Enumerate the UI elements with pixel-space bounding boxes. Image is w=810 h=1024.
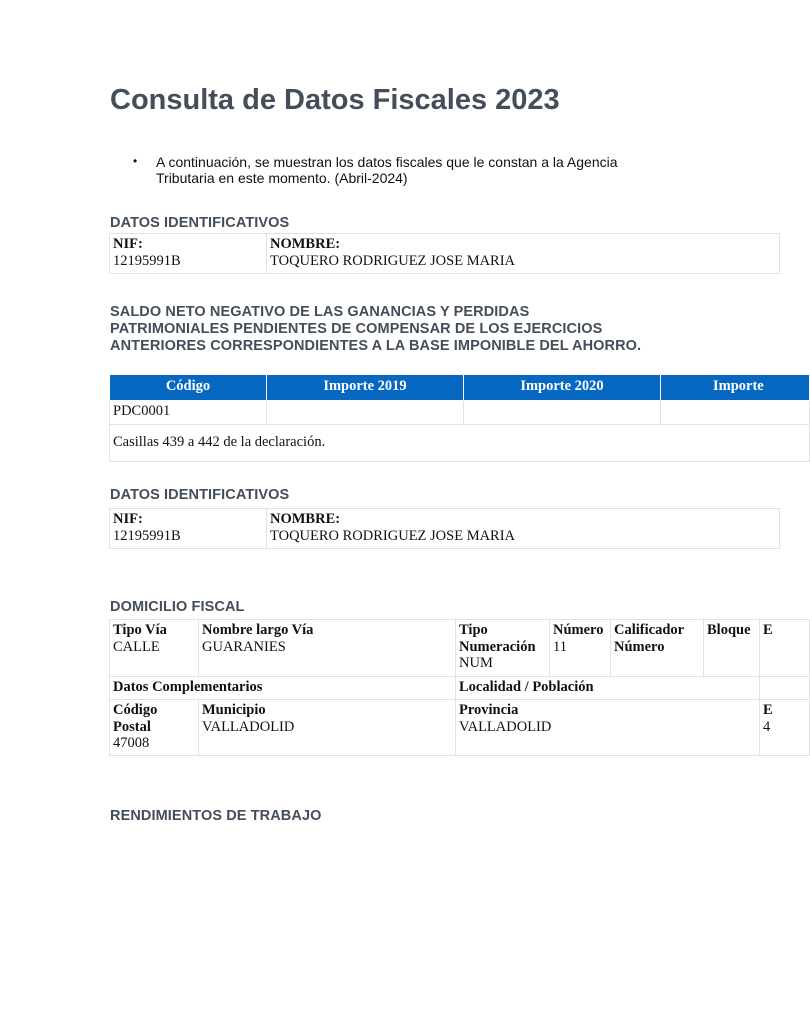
calificador-cell <box>611 620 704 677</box>
importe-2019-value <box>267 401 464 425</box>
header-importe: Importe <box>661 375 810 401</box>
nombre-via-label: Nombre largo Vía <box>202 622 314 638</box>
complementarios-cell <box>110 677 456 700</box>
empty-cell <box>760 677 810 700</box>
intro-text: A continuación, se muestran los datos fiscales que le constan a la Agencia Tributaria en este momento. (Abril-2024) <box>156 154 618 186</box>
tipo-via-cell <box>110 620 199 677</box>
ident2-heading: DATOS IDENTIFICATIVOS <box>110 487 290 503</box>
nif-value: 12195991B <box>113 527 181 544</box>
extra2-cell <box>760 700 810 756</box>
calificador-label: Calificador Número <box>614 622 684 655</box>
domicilio-table <box>109 619 810 756</box>
tipo-num-cell <box>456 620 550 677</box>
municipio-value: VALLADOLID <box>202 718 295 735</box>
saldo-heading: SALDO NETO NEGATIVO DE LAS GANANCIAS Y PERDIDAS PATRIMONIALES PENDIENTES DE COMPENSAR DE LOS EJERCICIOS ANTERIORES CORRESPONDIENTES A LA BASE IMPONIBLE DEL AHORRO. <box>110 304 642 354</box>
bloque-label: Bloque <box>707 622 751 638</box>
page-title: Consulta de Datos Fiscales 2023 <box>110 84 560 116</box>
tipo-num-label: Tipo Numeración <box>459 622 536 655</box>
cp-label: Código Postal <box>113 702 158 735</box>
tipo-num-value: NUM <box>459 655 493 671</box>
complementarios-label: Datos Complementarios <box>113 679 263 695</box>
tipo-via-value: CALLE <box>113 638 160 655</box>
numero-cell <box>550 620 611 677</box>
ident1-heading: DATOS IDENTIFICATIVOS <box>110 215 290 231</box>
nombre-via-value: GUARANIES <box>202 638 286 655</box>
ident2-table <box>109 508 780 549</box>
header-importe-2020: Importe 2020 <box>464 375 661 401</box>
cp-value: 47008 <box>113 735 150 751</box>
numero-value: 11 <box>553 638 567 655</box>
nif-cell <box>110 509 267 549</box>
bullet-icon: • <box>133 154 138 168</box>
extra1-label: E <box>763 622 773 638</box>
nombre-value: TOQUERO RODRIGUEZ JOSE MARIA <box>270 527 516 544</box>
nif-label: NIF: <box>113 236 143 252</box>
importe-value <box>661 401 810 425</box>
extra2-value: 4 <box>763 718 771 735</box>
importe-2020-value <box>464 401 661 425</box>
nombre-cell <box>267 509 780 549</box>
codigo-value: PDC0001 <box>110 401 267 425</box>
municipio-label: Municipio <box>202 702 266 718</box>
cp-cell <box>110 700 199 756</box>
extra1-cell <box>760 620 810 677</box>
localidad-label: Localidad / Población <box>459 679 594 695</box>
rendimientos-heading: RENDIMIENTOS DE TRABAJO <box>110 808 322 824</box>
numero-label: Número <box>553 622 604 638</box>
ident1-table <box>109 233 780 274</box>
provincia-value: VALLADOLID <box>459 718 552 735</box>
saldo-table <box>109 374 810 462</box>
header-codigo: Código <box>110 375 267 401</box>
localidad-cell <box>456 677 760 700</box>
bloque-cell <box>704 620 760 677</box>
provincia-cell <box>456 700 760 756</box>
nombre-via-cell <box>199 620 456 677</box>
municipio-cell <box>199 700 456 756</box>
nombre-label: NOMBRE: <box>270 511 341 527</box>
nombre-label: NOMBRE: <box>270 236 341 252</box>
nombre-value: TOQUERO RODRIGUEZ JOSE MARIA <box>270 252 516 269</box>
nombre-cell <box>267 234 780 274</box>
nif-label: NIF: <box>113 511 143 527</box>
provincia-label: Provincia <box>459 702 519 718</box>
extra2-label: E <box>763 702 773 718</box>
nif-value: 12195991B <box>113 252 181 269</box>
header-importe-2019: Importe 2019 <box>267 375 464 401</box>
domicilio-heading: DOMICILIO FISCAL <box>110 599 245 615</box>
nif-cell <box>110 234 267 274</box>
tipo-via-label: Tipo Vía <box>113 622 167 638</box>
saldo-note: Casillas 439 a 442 de la declaración. <box>110 425 810 462</box>
